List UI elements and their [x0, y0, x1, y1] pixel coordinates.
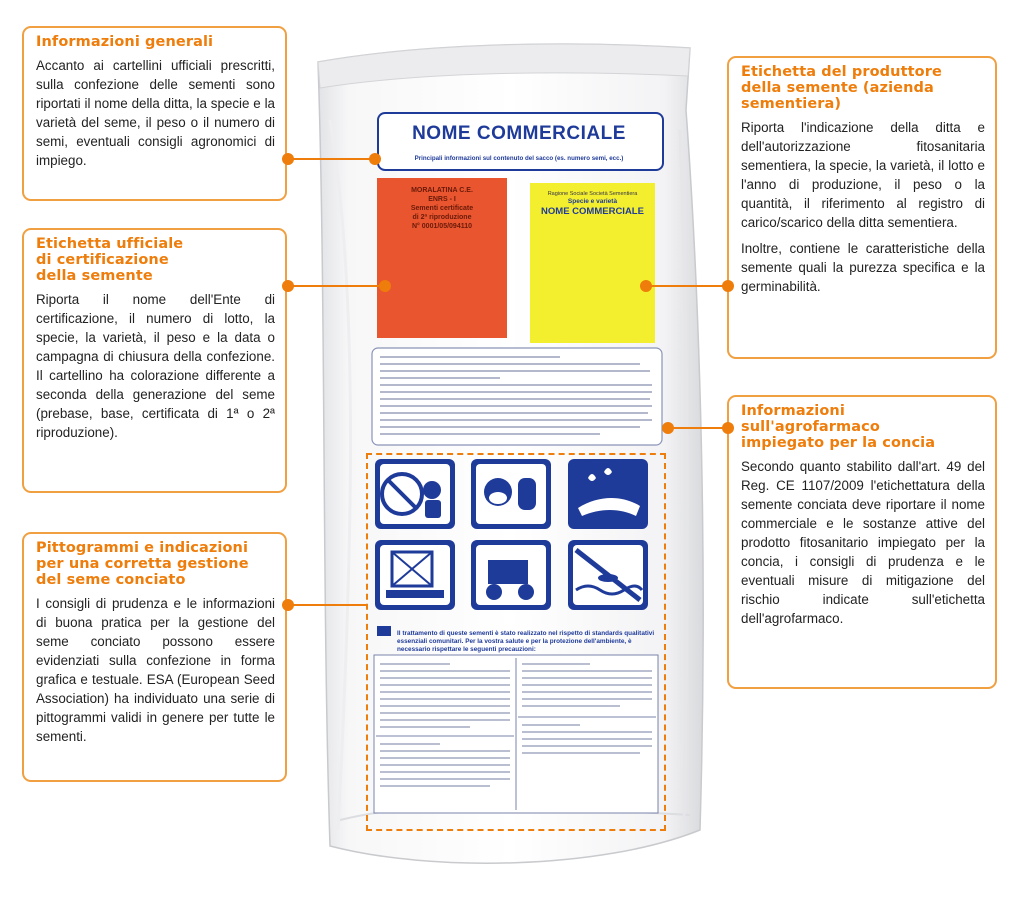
callout-title-line: per una corretta gestione: [36, 556, 249, 572]
callout-title: [741, 403, 985, 451]
yellow-label-line: Ragione Sociale Società Sementiera: [547, 191, 638, 197]
red-label-line: N° 0001/05/094110: [411, 223, 473, 230]
yellow-label-line: Specie e varietà: [567, 198, 618, 205]
callout-text: Riporta il nome dell'Ente di certificazione, il numero di lotto, la specie, la varietà, il peso e la data o campagna di chiusura della confezione. Il cartellino ha colorazione differente a seconda della generazione del seme (prebase, base, certificata di 1ª o 2ª riproduzione).: [36, 292, 275, 440]
bag-commercial-name: NOME COMMERCIALE: [412, 123, 626, 144]
connector-dot: [369, 153, 381, 165]
callout-title: [36, 34, 275, 50]
red-label-line: di 2ª riproduzione: [412, 214, 472, 221]
callout-title-line: Pittogrammi e indicazioni: [36, 540, 249, 556]
red-label-line: ENRS - I: [428, 196, 456, 203]
callout-title-line: del seme conciato: [36, 572, 186, 588]
pictogram-highlight: [366, 453, 666, 831]
connector-dot: [282, 280, 294, 292]
callout-agrofarmaco: [727, 395, 997, 689]
connector-dot: [282, 153, 294, 165]
callout-title-line: Informazioni: [741, 403, 845, 419]
callout-general-info: [22, 26, 287, 201]
connector-line: [287, 158, 375, 160]
yellow-label-line: NOME COMMERCIALE: [541, 206, 644, 217]
callout-text: Secondo quanto stabilito dall'art. 49 del Reg. CE 1107/2009 l'etichettatura della semente conciata deve riportare il nome commerciale e le sostanze attive del prodotto fitosanitario impiegato per la concia, i consigli di prudenza e le eventuali misure di mitigazione del rischio indicate sull'etichetta dell'agrofarmaco.: [741, 459, 985, 626]
connector-line: [645, 285, 732, 287]
bag-subtitle: Principali informazioni sul contenuto del sacco (es. numero semi, ecc.): [414, 155, 624, 162]
callout-title: [36, 540, 275, 588]
connector-dot: [282, 599, 294, 611]
official-certification-label: [377, 178, 507, 338]
callout-title-line: sementiera): [741, 96, 842, 112]
callout-title-line: Etichetta del produttore: [741, 64, 942, 80]
callout-official-label: [22, 228, 287, 493]
callout-pictograms: [22, 532, 287, 782]
red-label-line: MORALATINA C.E.: [411, 187, 473, 194]
callout-text: Accanto ai cartellini ufficiali prescritti, sulla confezione delle sementi sono riportati il nome della ditta, la specie e la varietà del seme, il peso o il numero di semi, eventuali consigli agronomici di impiego.: [36, 58, 275, 168]
connector-dot: [662, 422, 674, 434]
callout-text: Inoltre, contiene le caratteristiche della semente quali la purezza specifica e la germinabilità.: [741, 241, 985, 294]
callout-title-line: della semente (azienda: [741, 80, 934, 96]
callout-text: Riporta l'indicazione della ditta e dell'autorizzazione fitosanitaria sementiera, la specie, la varietà, il lotto e l'anno di produzione, il peso o la quantità, il riferimento al registro di carico/scarico della ditta sementiera.: [741, 120, 985, 230]
callout-title-line: sull'agrofarmaco: [741, 419, 880, 435]
connector-line: [287, 604, 367, 606]
red-label-line: Sementi certificate: [410, 205, 474, 212]
agrofarmaco-text-frame: [372, 348, 662, 445]
callout-title-line: impiegato per la concia: [741, 435, 936, 451]
connector-dot: [640, 280, 652, 292]
callout-title-line: Informazioni generali: [36, 34, 214, 50]
connector-line: [287, 285, 384, 287]
connector-dot: [722, 422, 734, 434]
precautions-note: Il trattamento di queste sementi è stato realizzato nel rispetto di standards qualitativi essenziali comunitari. Per la vostra salute e per la protezione dell'ambiente, è necessario rispettare le seguenti precauzioni:: [397, 630, 655, 654]
callout-title-line: della semente: [36, 268, 153, 284]
connector-dot: [722, 280, 734, 292]
callout-producer-label: [727, 56, 997, 359]
callout-title-line: Etichetta ufficiale: [36, 236, 184, 252]
producer-label: [530, 183, 655, 343]
callout-title-line: di certificazione: [36, 252, 169, 268]
callout-title: [36, 236, 275, 284]
callout-title: [741, 64, 985, 112]
connector-dot: [379, 280, 391, 292]
callout-text: I consigli di prudenza e le informazioni di buona pratica per la gestione del seme conciato possono essere evidenziati sulla confezione in forma grafica e testuale. ESA (European Seed Association) ha individuato una serie di pittogrammi validi in genere per tutte le sementi.: [36, 596, 275, 744]
